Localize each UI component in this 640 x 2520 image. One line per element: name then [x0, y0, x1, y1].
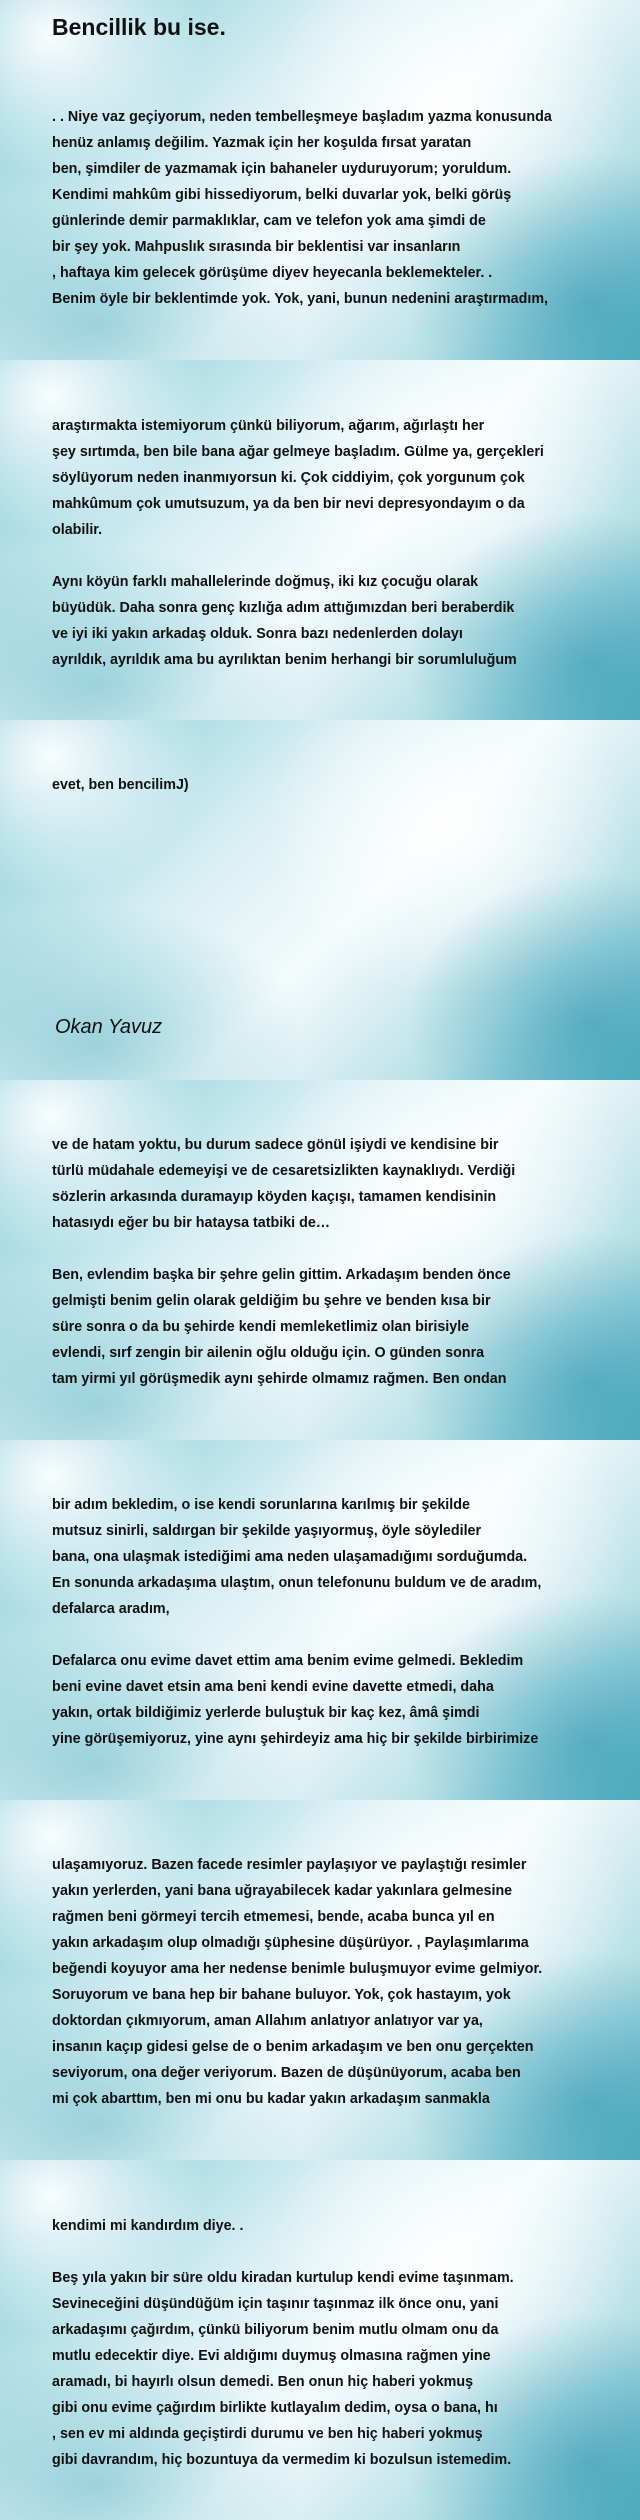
- panel-7: [0, 2160, 640, 2520]
- author-name: Okan Yavuz: [55, 1016, 163, 1038]
- paragraph-5: bir adım bekledim, o ise kendi sorunlarına karılmış bir şekilde mutsuz sinirli, saldırgan bir şekilde yaşıyormuş, öyle söylediler bana, ona ulaşmak istediğimi ama neden ulaşamadığımı sorduğumda. En sonunda arkadaşıma ulaştım, onun telefonunu buldum ve de aradım, defalarca aradım, Defalarca onu evime davet ettim ama benim evime gelmedi. Bekledim beni evine davet etsin ama beni kendi evine davette etmedi, daha yakın, ortak bildiğimiz yerlerde buluştuk bir kaç kez, âmâ şimdi yine görüşemiyoruz, yine aynı şehirdeyiz ama hiç bir şekilde birbirimize: [52, 1497, 542, 1747]
- panel-1: [0, 0, 640, 360]
- panel-3: [0, 720, 640, 1080]
- paragraph-1: . . Niye vaz geçiyorum, neden tembelleşmeye başladım yazma konusunda henüz anlamış değilim. Yazmak için her koşulda fırsat yaratan ben, şimdiler de yazmamak için bahaneler uyduruyorum; yoruldum. Kendimi mahkûm gibi hissediyorum, belki duvarlar yok, belki görüş günlerinde demir parmaklıklar, cam ve telefon yok ama şimdi de bir şey yok. Mahpuslık sırasında bir beklentisi var insanların , haftaya kim gelecek görüşüme diyev heyecanla beklemekteler. . Benim öyle bir beklentimde yok. Yok, yani, bunun nedenini araştırmadım,: [52, 109, 552, 307]
- panel-2: [0, 360, 640, 720]
- paragraph-2: araştırmakta istemiyorum çünkü biliyorum, ağarım, ağırlaştı her şey sırtımda, ben bile bana ağar gelmeye başladım. Gülme ya, gerçekleri söylüyorum neden inanmıyorsun ki. Çok ciddiyim, çok yorgunum çok mahkûmum çok umutsuzum, ya da ben bir nevi depresyondayım o da olabilir. Aynı köyün farklı mahallelerinde doğmuş, iki kız çocuğu olarak büyüdük. Daha sonra genç kızlığa adım attığımızdan beri beraberdik ve iyi iki yakın arkadaş olduk. Sonra bazı nedenlerden dolayı ayrıldık, ayrıldık ama bu ayrılıktan benim herhangi bir sorumluluğum: [52, 418, 544, 668]
- panel-4: [0, 1080, 640, 1440]
- paragraph-6: ulaşamıyoruz. Bazen facede resimler paylaşıyor ve paylaştığı resimler yakın yerlerden, yani bana uğrayabilecek kadar yakınlara gelmesine rağmen beni görmeyi tercih etmemesi, bende, acaba bunca yıl en yakın arkadaşım olup olmadığı şüphesine düşürüyor. , Paylaşımlarıma beğendi koyuyor ama her nedense benimle buluşmuyor evime gelmiyor. Soruyorum ve bana hep bir bahane buluyor. Yok, çok hastayım, yok doktordan çıkmıyorum, aman Allahım anlatıyor anlatıyor var ya, insanın kaçıp gidesi gelse de o benim arkadaşım ve ben onu gerçekten seviyorum, ona değer veriyorum. Bazen de düşünüyorum, acaba ben mi çok abarttım, ben mi onu bu kadar yakın arkadaşım sanmakla: [52, 1857, 543, 2107]
- panel-6: [0, 1800, 640, 2160]
- paragraph-3: evet, ben bencilimJ): [52, 777, 189, 793]
- paragraph-7: kendimi mi kandırdım diye. . Beş yıla yakın bir süre oldu kiradan kurtulup kendi evime taşınmam. Sevineceğini düşündüğüm için taşınır taşınmaz ilk önce onu, yani arkadaşımı çağırdım, çünkü biliyorum benim mutlu olmam onu da mutlu edecektir diye. Evi aldığımı duymuş olmasına rağmen yine aramadı, bi hayırlı olsun demedi. Ben onun hiç haberi yokmuş gibi onu evime çağırdım birlikte kutlayalım dedim, oysa o bana, hı , sen ev mi aldında geçiştirdi durumu ve ben hiç haberi yokmuş gibi davrandım, hiç bozuntuya da vermedim ki bozulsun istemedim.: [52, 2218, 514, 2468]
- page-title: Bencillik bu ise.: [52, 14, 226, 40]
- panel-5: [0, 1440, 640, 1800]
- paragraph-4: ve de hatam yoktu, bu durum sadece gönül işiydi ve kendisine bir türlü müdahale edemeyişi ve de cesaretsizlikten kaynaklıydı. Verdiği sözlerin arkasında duramayıp köyden kaçışı, tamamen kendisinin hatasıydı eğer bu bir hataysa tatbiki de… Ben, evlendim başka bir şehre gelin gittim. Arkadaşım benden önce gelmişti benim gelin olarak geldiğim bu şehre ve benden kısa bir süre sonra o da bu şehirde kendi memleketlimiz olan birisiyle evlendi, sırf zengin bir ailenin oğlu olduğu için. O günden sonra tam yirmi yıl görüşmedik aynı şehirde olmamız rağmen. Ben ondan: [52, 1137, 516, 1387]
